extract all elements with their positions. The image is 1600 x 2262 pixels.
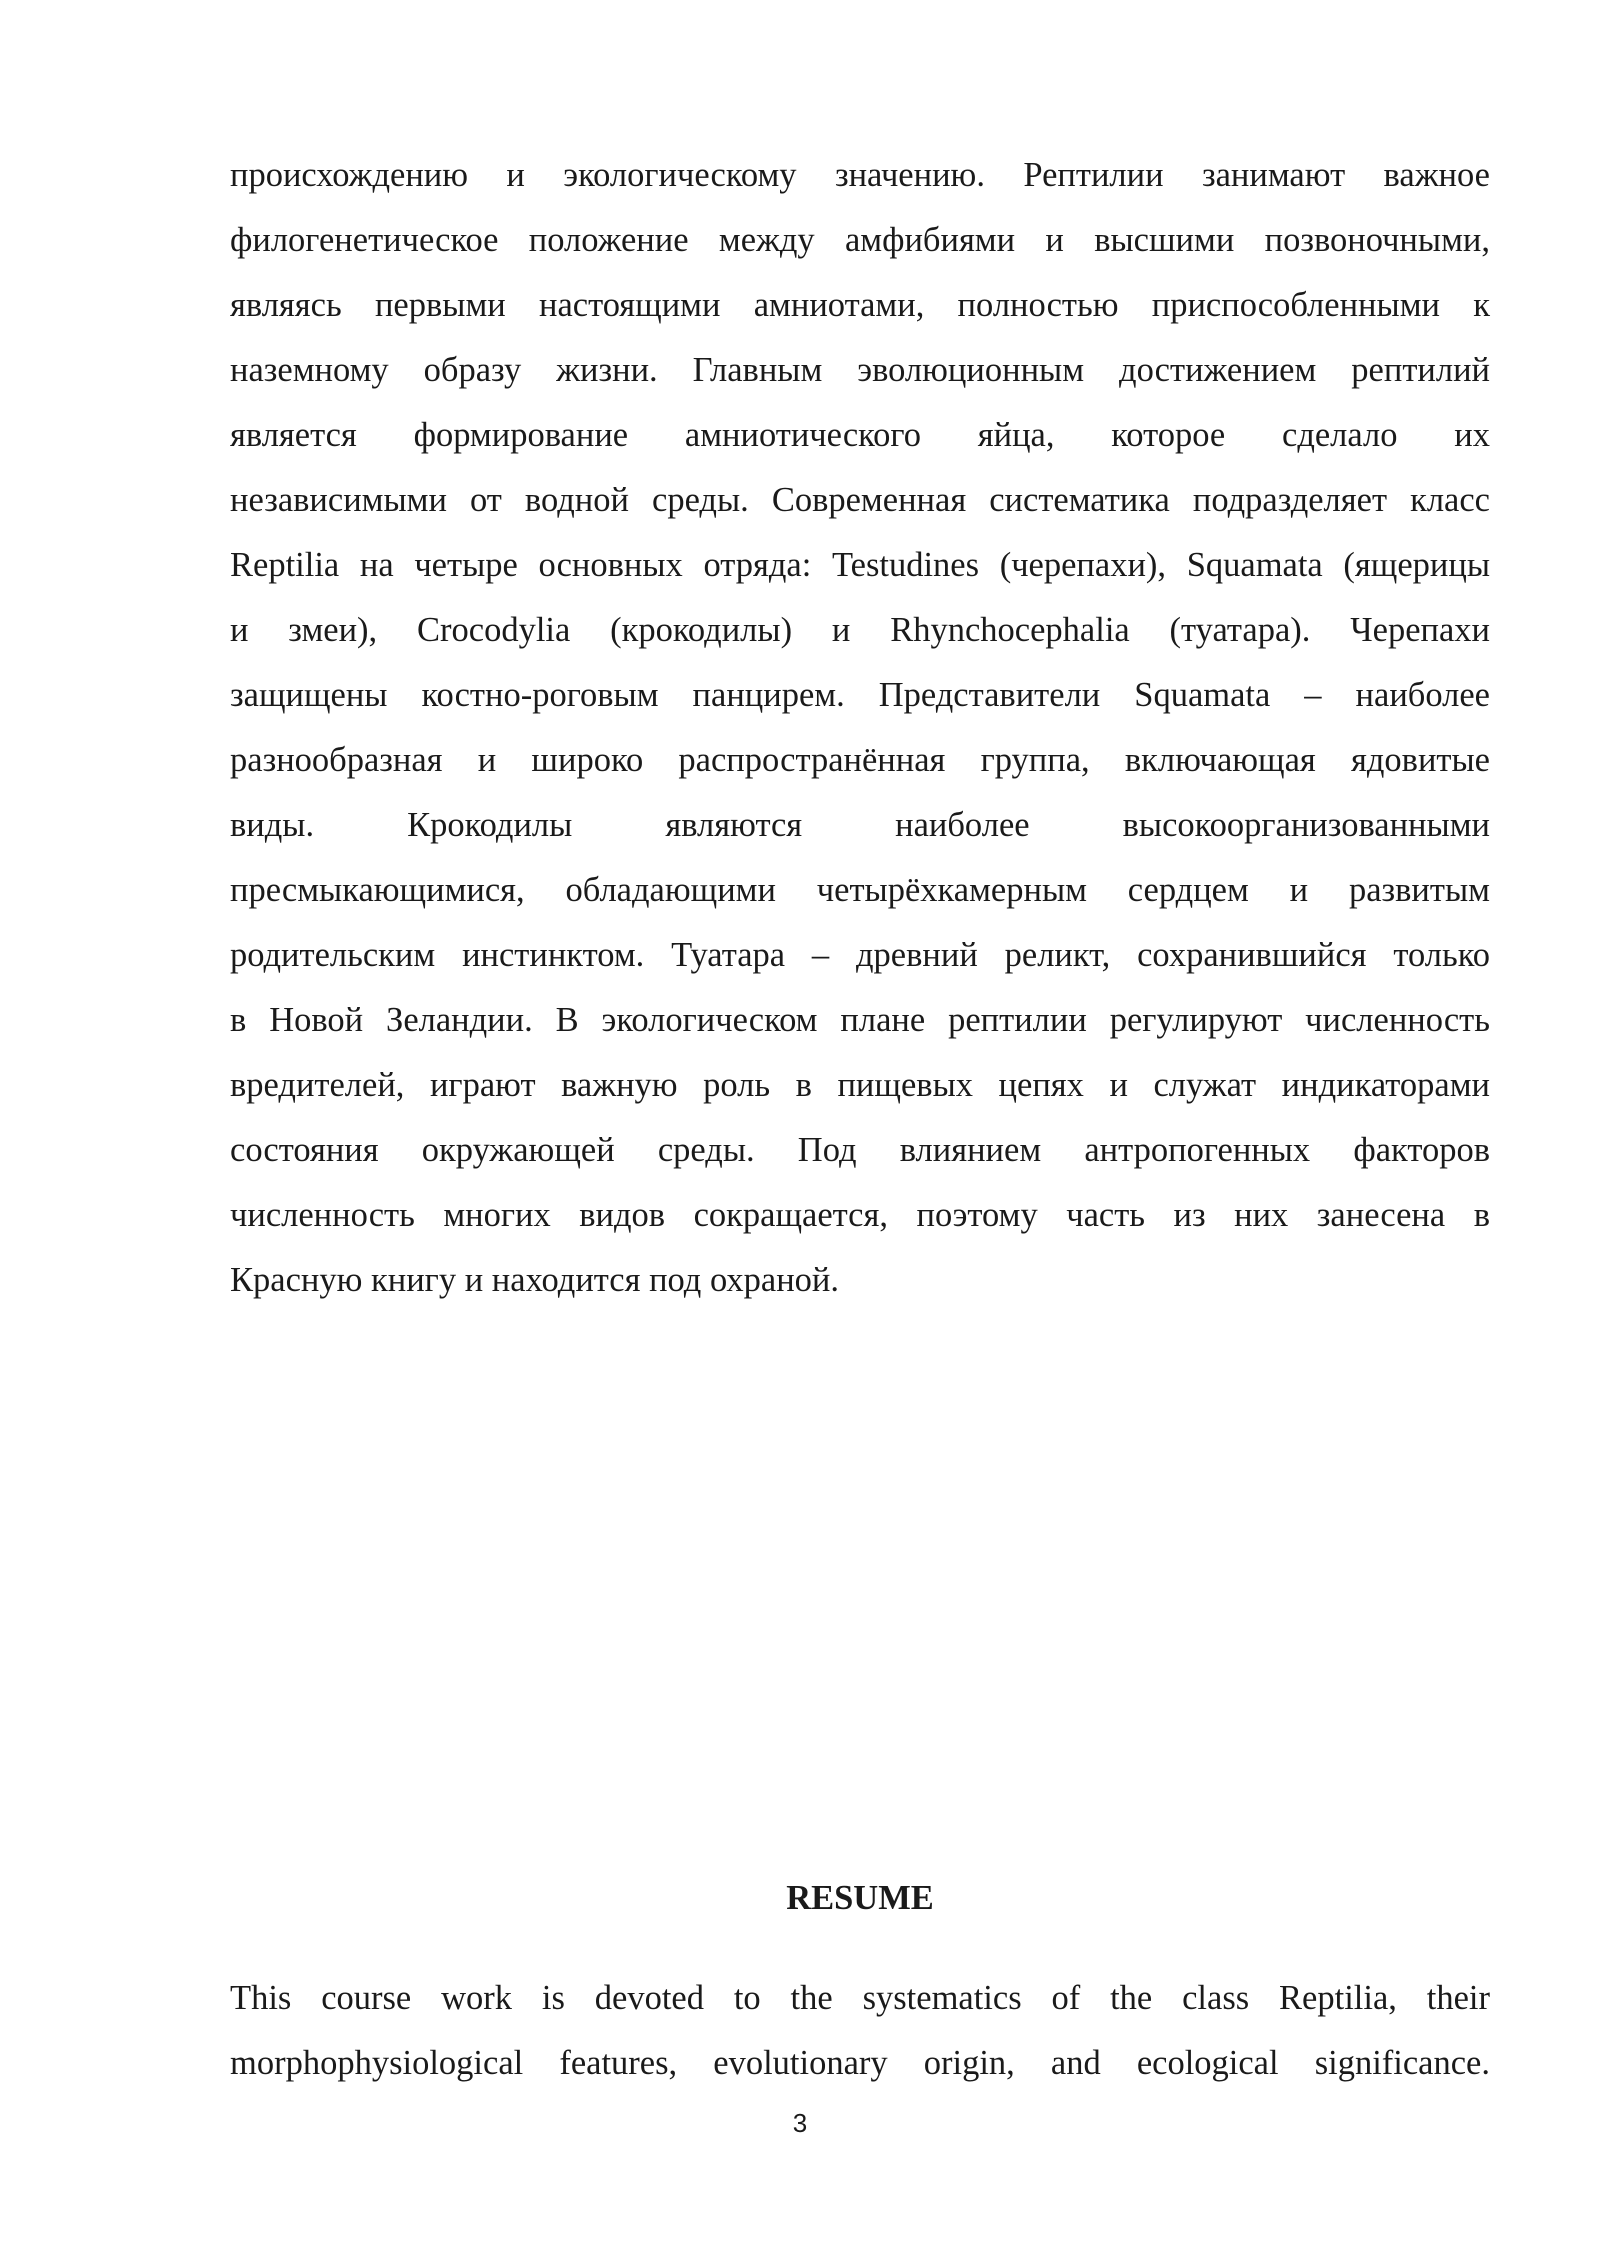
paragraph-line: разнообразная и широко распространённая группа, включающая ядовитые (230, 741, 1490, 779)
paragraph-line: защищены костно-роговым панцирем. Представители Squamata – наиболее (230, 676, 1490, 714)
paragraph-line: в Новой Зеландии. В экологическом плане рептилии регулируют численность (230, 1001, 1490, 1039)
paragraph-line: состояния окружающей среды. Под влиянием антропогенных факторов (230, 1131, 1490, 1169)
paragraph-line: независимыми от водной среды. Современная систематика подразделяет класс (230, 481, 1490, 519)
page-number: 3 (792, 2108, 808, 2138)
paragraph-line: и змеи), Crocodylia (крокодилы) и Rhynchocephalia (туатара). Черепахи (230, 611, 1490, 649)
paragraph-line: численность многих видов сокращается, поэтому часть из них занесена в (230, 1196, 1490, 1234)
paragraph-line: является формирование амниотического яйца, которое сделало их (230, 416, 1490, 454)
resume-heading: RESUME (786, 1879, 934, 1917)
paragraph-line: родительским инстинктом. Туатара – древний реликт, сохранившийся только (230, 936, 1490, 974)
paragraph-line: происхождению и экологическому значению. Рептилии занимают важное (230, 156, 1490, 194)
paragraph-line: This course work is devoted to the systematics of the class Reptilia, their (230, 1979, 1490, 2017)
paragraph-line: вредителей, играют важную роль в пищевых цепях и служат индикаторами (230, 1066, 1490, 1104)
paragraph-line: пресмыкающимися, обладающими четырёхкамерным сердцем и развитым (230, 871, 1490, 909)
paragraph-line: наземному образу жизни. Главным эволюционным достижением рептилий (230, 351, 1490, 389)
paragraph-line: Reptilia на четыре основных отряда: Testudines (черепахи), Squamata (ящерицы (230, 546, 1490, 584)
paragraph-line: филогенетическое положение между амфибиями и высшими позвоночными, (230, 221, 1490, 259)
paragraph-line: являясь первыми настоящими амниотами, полностью приспособленными к (230, 286, 1490, 324)
paragraph-line: виды. Крокодилы являются наиболее высокоорганизованными (230, 806, 1490, 844)
paragraph-line: morphophysiological features, evolutionary origin, and ecological significance. (230, 2044, 1490, 2082)
main-paragraph (230, 143, 1490, 1313)
resume-paragraph (230, 1966, 1490, 2096)
paragraph-line: Красную книгу и находится под охраной. (230, 1261, 839, 1299)
